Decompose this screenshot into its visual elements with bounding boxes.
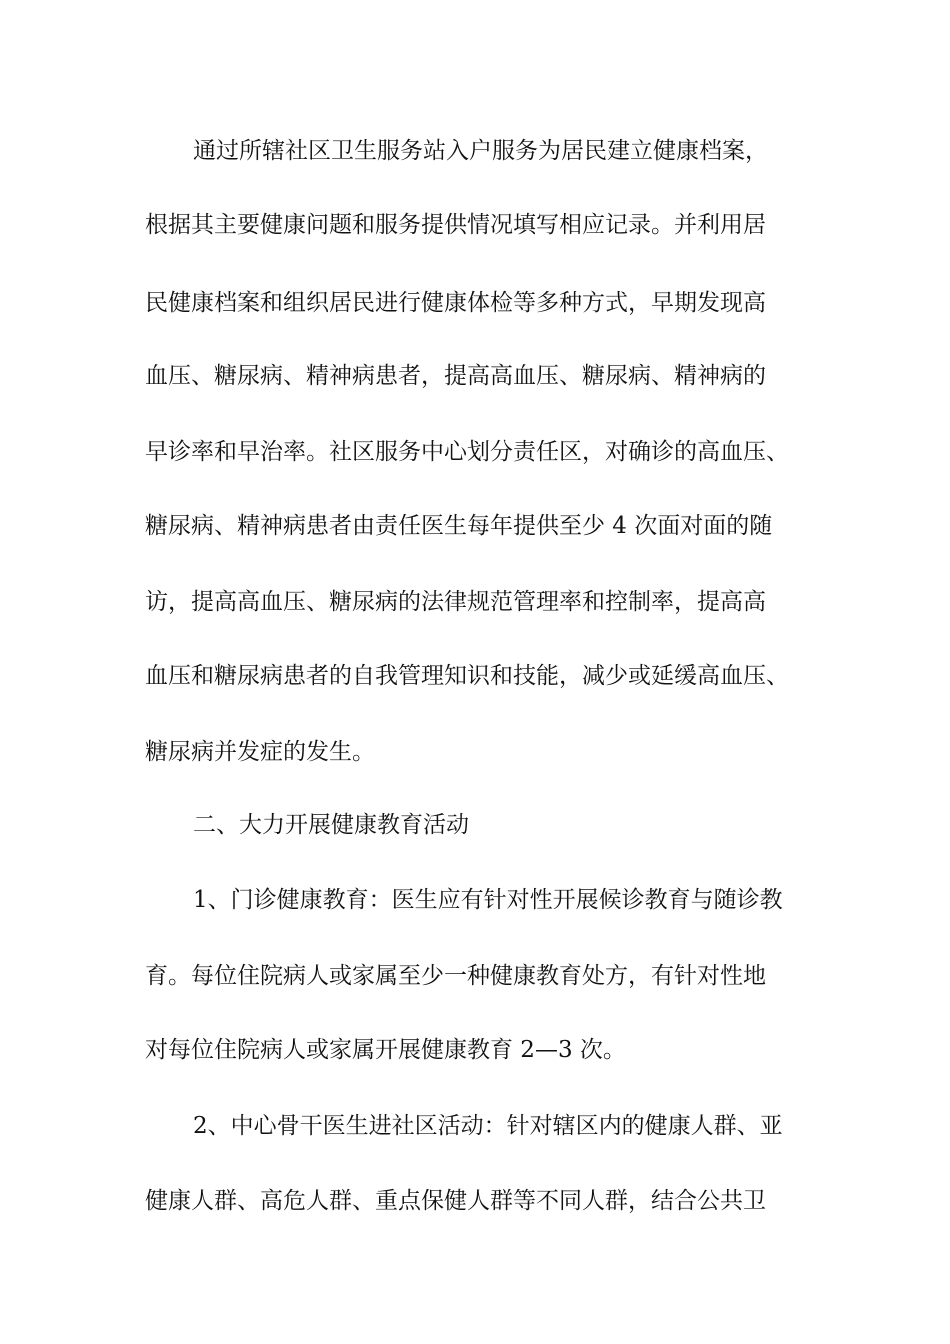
text-line: 糖尿病、精神病患者由责任医生每年提供至少 4 次面对面的随 — [145, 513, 773, 539]
text-line: 通过所辖社区卫生服务站入户服务为居民建立健康档案， — [193, 138, 768, 164]
text-line: 访，提高高血压、糖尿病的法律规范管理率和控制率，提高高 — [145, 589, 766, 615]
text-line: 健康人群、高危人群、重点保健人群等不同人群，结合公共卫 — [145, 1188, 766, 1214]
text-line: 早诊率和早治率。社区服务中心划分责任区，对确诊的高血压、 — [145, 439, 789, 465]
text-line: 对每位住院病人或家属开展健康教育 2—3 次。 — [145, 1037, 626, 1063]
text-line: 1、门诊健康教育：医生应有针对性开展候诊教育与随诊教 — [193, 887, 783, 913]
text-line: 血压、糖尿病、精神病患者，提高高血压、糖尿病、精神病的 — [145, 363, 766, 389]
text-line: 血压和糖尿病患者的自我管理知识和技能，减少或延缓高血压、 — [145, 663, 789, 689]
text-line: 民健康档案和组织居民进行健康体检等多种方式，早期发现高 — [145, 290, 766, 316]
text-line: 2、中心骨干医生进社区活动：针对辖区内的健康人群、亚 — [193, 1113, 783, 1139]
text-line: 根据其主要健康问题和服务提供情况填写相应记录。并利用居 — [145, 212, 766, 238]
text-line: 育。每位住院病人或家属至少一种健康教育处方，有针对性地 — [145, 963, 766, 989]
text-line: 糖尿病并发症的发生。 — [145, 739, 375, 765]
section-heading: 二、大力开展健康教育活动 — [193, 812, 469, 838]
